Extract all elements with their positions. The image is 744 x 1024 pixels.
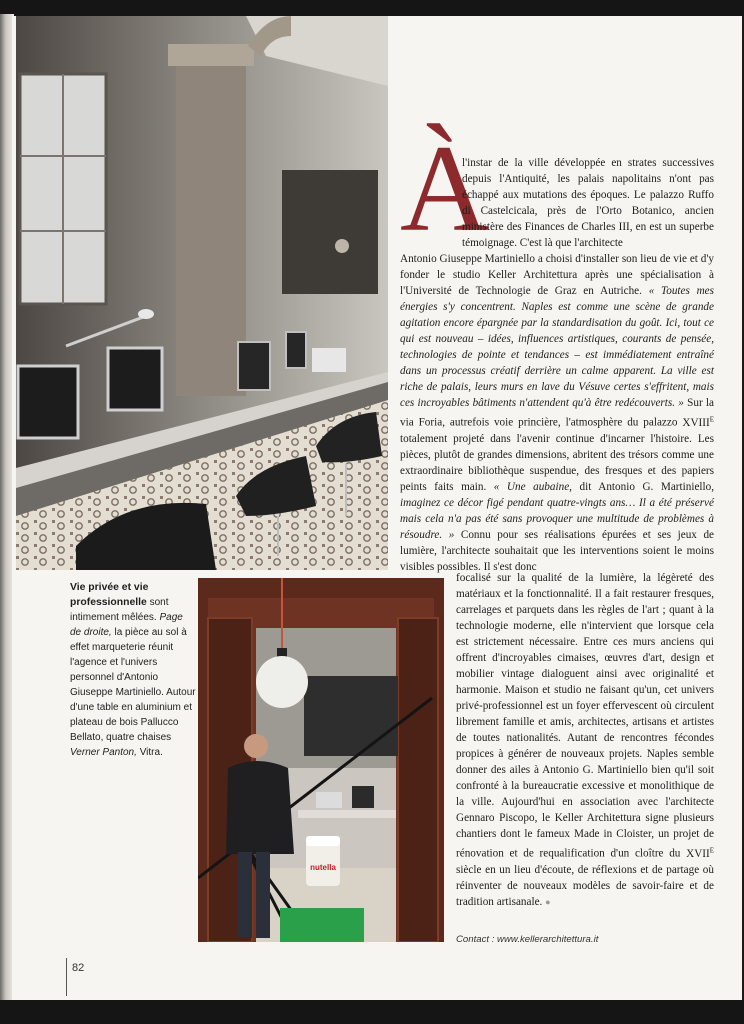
- century-xviii: XVIIIe: [682, 414, 714, 429]
- article-text-2: Sur la via Foria, autrefois voie princière, l'atmosphère du palazzo: [400, 397, 715, 429]
- page-number: 82: [72, 962, 85, 974]
- contact-line: Contact : www.kellerarchitettura.it: [456, 934, 599, 945]
- caption-text-1: sont intimement mêlées.: [70, 597, 169, 623]
- scan-bottom-edge: [0, 1000, 744, 1024]
- portrait-photo: [198, 578, 444, 942]
- drop-cap: À: [400, 120, 490, 257]
- caption-text-italic-2: Verner Panton,: [70, 747, 137, 758]
- article-text-6: focalisé sur la qualité de la lumière, la légèreté des matériaux et la fonctionnalité. Il a fait restaurer fresques, carrelages et parquets dans les règles de l'art ; quant à la technologie moderne, elle n'intervient que lorsque cela est strictement nécessaire. Entre ces murs anciens qui offrent d'incroyables cimaises, œuvres d'art, design et mobilier vintage dialoguent ainsi avec originalité et harmonie. Maison et studio ne faisant qu'un, cet univers privé-professionnel est un foyer effervescent où circulent librement famille et amis, architectes, artisans et artistes de toutes nationalités. Autant de rencontres fécondes propices à générer de nouveaux projets. Naples semble donner des ailes à Antonio G. Martiniello bien qu'il soit confronté à la bureaucratie excessive et monolithique de la ville. Aujourd'hui en association avec l'architecte Gennaro Piscopo, le Keller Architettura signe plusieurs chantiers dont le fameux Made in Cloister, un projet de rénovation et de requalification d'un cloître du: [456, 572, 714, 860]
- article-text-5: Connu pour ses réalisations épurées et ses jeux de lumière, l'architecte souhaitait que les interventions soient le moins visibles possibles. Il s'est donc: [400, 528, 715, 573]
- article-quote-2b: imaginez ce décor figé pendant quatre-vingts ans… Il a été préservé mais cela n'a pas été sans provoquer une multitude de problèmes à résoudre. »: [400, 496, 714, 541]
- folio-rule: [66, 958, 67, 996]
- article-intro: l'instar de la ville développée en strates successives depuis l'Antiquité, les palais napolitains n'ont pas échappé aux mutations des époques. Le palazzo Ruffo di Castelcicala, près de l'Orto Botanico, ancien ministère des Finances de Charles III, en est un superbe témoignage. C'est là que l'architecte: [462, 157, 714, 249]
- article-body: [400, 251, 714, 575]
- century-xvii: XVIIe: [686, 845, 715, 860]
- caption-text-italic-1: Page de droite,: [70, 612, 183, 638]
- office-photo: [16, 16, 388, 570]
- article-quote-1: « Toutes mes énergies s'y concentrent. Naples est comme une scène de grande agitation encore épargnée par la standardisation du goût. Ici, tout ce qui est nouveau – idées, influences artistiques, courants de pensée, technologies de pointe et tendances – est immédiatement entraîné dans un processus créatif derrière un calme apparent. La ville est riche de palais, leurs murs en lave du Vésuve certes s'effritent, mais ces incroyables bâtiments n'attendent qu'à être redécouverts. »: [400, 285, 714, 409]
- article-text-1: Antonio Giuseppe Martiniello a choisi d'installer son lieu de vie et d'y fonder le studio Keller Architettura après une spécialisation à l'Université de Technologie de Graz en Autriche.: [400, 253, 714, 297]
- article-quote-2a: « Une aubaine,: [493, 480, 572, 493]
- article-text-7: siècle en un lieu d'écoute, de réflexions et de partage où réinventer de nouveaux modèles de savoir-faire et de tradition artisanale.: [456, 863, 714, 908]
- portrait-photo-illustration: [198, 578, 444, 942]
- article-text-3: totalement projeté dans l'avenir continue d'incarner l'histoire. Les pièces, plutôt de grandes dimensions, abritent des trésors comme une extraordinaire bibliothèque suspendue, des fresques et des papiers peints faits main.: [400, 432, 714, 493]
- scan-top-edge: [0, 0, 744, 16]
- end-mark: ●: [545, 896, 551, 907]
- caption-title: Vie privée et vie professionnelle: [70, 582, 149, 608]
- photo-caption: [70, 580, 196, 760]
- jar-label: nutella: [310, 863, 336, 872]
- article-body-lower: [456, 570, 714, 910]
- article-text-4: dit Antonio G. Martiniello,: [579, 480, 715, 493]
- caption-text-2: la pièce au sol à effet marqueterie réunit l'agence et l'univers personnel d'Antonio Giuseppe Martiniello. Autour d'une table en aluminium et plateau de bois Pallucco Bellato, quatre chaises: [70, 627, 196, 743]
- caption-text-3: Vitra.: [139, 747, 163, 758]
- office-photo-illustration: [16, 16, 388, 570]
